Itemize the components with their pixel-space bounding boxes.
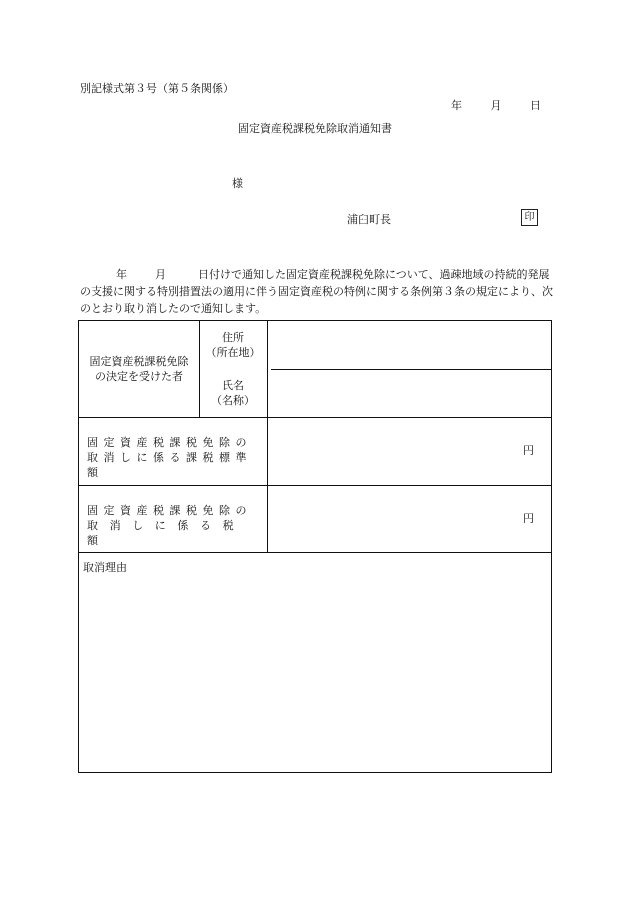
- row-divider-tax-amount: [79, 552, 551, 553]
- tax-base-label-line1: 固定資産税課税免除の: [87, 436, 252, 449]
- tax-amount-label-line1: 固定資産税課税免除の: [87, 504, 252, 517]
- recipient-label-line1: 固定資産税課税免除: [89, 355, 189, 368]
- tax-amount-label: [87, 503, 265, 548]
- issuer-name: 浦臼町長: [347, 213, 391, 226]
- date-day-label: 日: [530, 99, 541, 112]
- issue-date: [451, 99, 541, 113]
- reason-label: 取消理由: [83, 561, 127, 574]
- recipient-label: [79, 354, 199, 384]
- address-label: [199, 330, 267, 360]
- name-label: [199, 378, 267, 408]
- notice-body: [80, 266, 554, 317]
- tax-base-label: [87, 435, 265, 480]
- date-month-label: 月: [490, 99, 502, 112]
- date-year-label: 年: [451, 99, 462, 112]
- address-label-line2: （所在地）: [205, 346, 261, 359]
- name-label-line1: 氏名: [222, 379, 244, 392]
- body-text: 日付けで通知した固定資産税課税免除について、過疎地域の持続的発展の支援に関する特別措置法の適用に伴う固定資産税の特例に関する条例第３条の規定により、次のとおり取り消したので通知します。: [80, 268, 553, 315]
- tax-amount-label-line2: 取消しに係る税額: [87, 519, 246, 547]
- tax-amount-unit: 円: [523, 512, 534, 525]
- row-divider-recipient: [79, 417, 551, 418]
- addressee: 様: [232, 177, 243, 190]
- col-divider-value: [267, 321, 268, 552]
- document-title: 固定資産税課税免除取消通知書: [238, 122, 392, 135]
- tax-base-label-line2: 取消しに係る課税標準額: [87, 451, 252, 479]
- form-number: 別記様式第３号（第５条関係）: [80, 82, 234, 95]
- recipient-label-line2: の決定を受けた者: [95, 370, 183, 383]
- tax-base-unit: 円: [523, 444, 534, 457]
- body-year-label: 年: [116, 268, 127, 281]
- address-label-line1: 住所: [222, 331, 244, 344]
- notice-table: [78, 320, 552, 773]
- row-divider-tax-base: [79, 485, 551, 486]
- seal-mark: 印: [521, 209, 538, 226]
- body-month-label: 月: [155, 268, 166, 281]
- name-label-line2: （名称）: [211, 394, 255, 407]
- row-divider-address-name: [271, 369, 551, 370]
